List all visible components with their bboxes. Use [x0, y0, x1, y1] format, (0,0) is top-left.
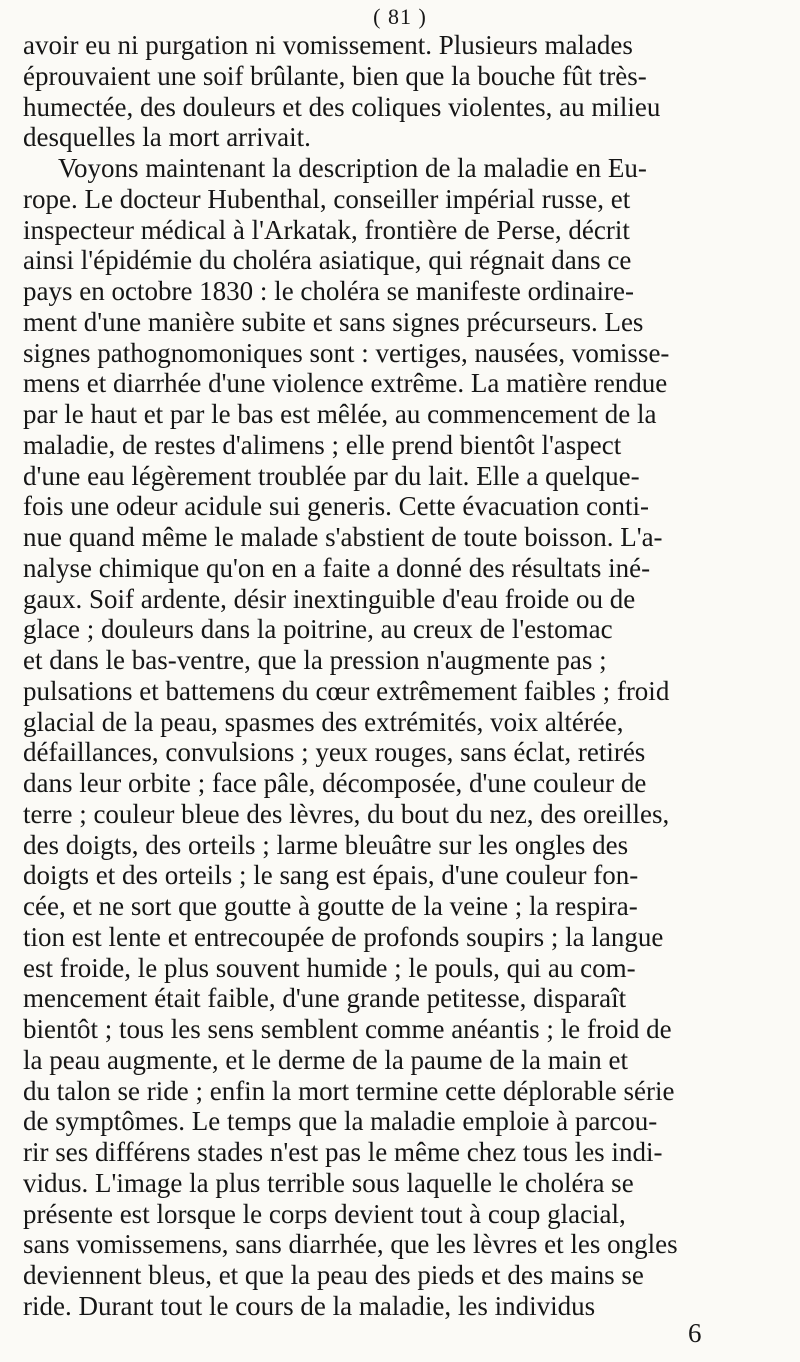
text-line: vidus. L'image la plus terrible sous laquelle le choléra se [23, 1167, 634, 1198]
text-line: la peau augmente, et le derme de la paume de la main et [23, 1044, 628, 1075]
text-line: et dans le bas-ventre, que la pression n'augmente pas ; [23, 645, 607, 675]
text-line: doigts et des orteils ; le sang est épais, d'une couleur fon- [23, 860, 639, 891]
text-line: du talon se ride ; enfin la mort termine cette déplorable série [23, 1075, 675, 1106]
text-line: humectée, des douleurs et des coliques violentes, au milieu [23, 91, 661, 122]
text-line: pays en octobre 1830 : le choléra se manifeste ordinaire- [23, 276, 635, 306]
text-line: ride. Durant tout le cours de la maladie, les individus [23, 1290, 596, 1321]
text-line: est froide, le plus souvent humide ; le pouls, qui au com- [23, 952, 636, 983]
text-line: fois une odeur acidule sui generis. Cette évacuation conti- [23, 491, 650, 522]
text-line: desquelles la mort arrivait. [23, 122, 311, 153]
text-line: des doigts, des orteils ; larme bleuâtre sur les ongles des [23, 829, 629, 860]
signature-mark: 6 [688, 1318, 702, 1348]
text-line: présente est lorsque le corps devient tout à coup glacial, [23, 1198, 626, 1229]
text-line: glace ; douleurs dans la poitrine, au creux de l'estomac [23, 614, 613, 645]
text-line: défaillances, convulsions ; yeux rouges, sans éclat, retirés [23, 737, 646, 768]
text-line: dans leur orbite ; face pâle, décomposée, d'une couleur de [23, 768, 647, 798]
text-line: de symptômes. Le temps que la maladie emploie à parcou- [23, 1106, 658, 1137]
text-line: rope. Le docteur Hubenthal, conseiller impérial russe, et [23, 183, 631, 214]
text-line: nalyse chimique qu'on en a faite a donné des résultats iné- [23, 552, 651, 583]
text-line: tion est lente et entrecoupée de profonds soupirs ; la langue [23, 921, 664, 952]
page-number: ( 81 ) [373, 4, 427, 29]
text-line: bientôt ; tous les sens semblent comme anéantis ; le froid de [23, 1014, 672, 1044]
text-line: ment d'une manière subite et sans signes précurseurs. Les [23, 306, 644, 337]
text-line: cée, et ne sort que goutte à goutte de la veine ; la respira- [23, 891, 638, 921]
text-line: nue quand même le malade s'abstient de toute boisson. L'a- [23, 522, 663, 552]
text-line: mencement était faible, d'une grande petitesse, disparaît [23, 983, 627, 1014]
text-line: d'une eau légèrement troublée par du lait. Elle a quelque- [23, 460, 640, 491]
text-line: inspecteur médical à l'Arkatak, frontière de Perse, décrit [23, 214, 630, 245]
text-line: mens et diarrhée d'une violence extrême. La matière rendue [23, 368, 668, 399]
text-line: gaux. Soif ardente, désir inextinguible d'eau froide ou de [23, 583, 636, 614]
text-line: deviennent bleus, et que la peau des pieds et des mains se [23, 1260, 644, 1290]
text-line: pulsations et battemens du cœur extrêmement faibles ; froid [23, 675, 670, 706]
text-line: sans vomissemens, sans diarrhée, que les lèvres et les ongles [23, 1229, 678, 1260]
text-line: signes pathognomoniques sont : vertiges, nausées, vomisse- [23, 337, 670, 368]
text-line: glacial de la peau, spasmes des extrémités, voix altérée, [23, 706, 624, 737]
text-line: par le haut et par le bas est mêlée, au commencement de la [23, 399, 657, 429]
text-line: ainsi l'épidémie du choléra asiatique, qui régnait dans ce [23, 245, 632, 276]
text-line: terre ; couleur bleue des lèvres, du bout du nez, des oreilles, [23, 798, 670, 829]
text-line: maladie, de restes d'alimens ; elle prend bientôt l'aspect [23, 429, 622, 460]
text-line: éprouvaient une soif brûlante, bien que la bouche fût très- [23, 60, 647, 91]
text-line: rir ses différens stades n'est pas le même chez tous les indi- [23, 1137, 663, 1167]
text-line: avoir eu ni purgation ni vomissement. Plusieurs malades [23, 30, 633, 60]
text-line: Voyons maintenant la description de la maladie en Eu- [58, 153, 647, 183]
